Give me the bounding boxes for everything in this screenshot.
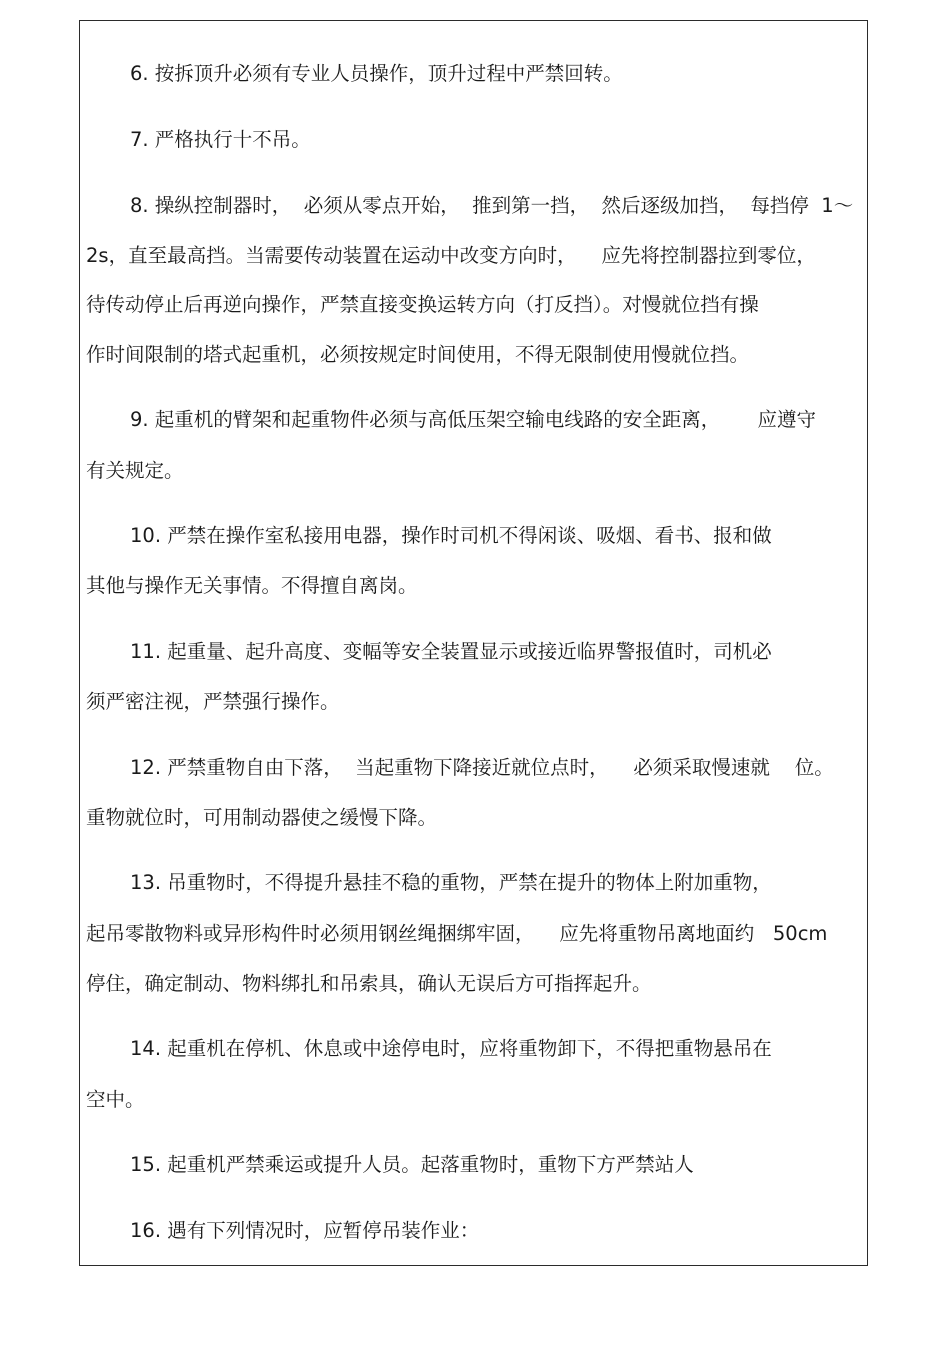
item-12-line-1: 12. 严禁重物自由下落， 当起重物下降接近就位点时， 必须采取慢速就 位。	[130, 756, 834, 779]
item-15-line-1: 15. 起重机严禁乘运或提升人员。起落重物时，重物下方严禁站人	[130, 1153, 694, 1176]
item-6-line-1: 6. 按拆顶升必须有专业人员操作，顶升过程中严禁回转。	[130, 62, 623, 85]
item-12-line-2: 重物就位时，可用制动器使之缓慢下降。	[86, 806, 438, 829]
item-8-line-3: 待传动停止后再逆向操作，严禁直接变换运转方向（打反挡）。对慢就位挡有操	[86, 293, 759, 316]
item-10-line-1: 10. 严禁在操作室私接用电器，操作时司机不得闲谈、吸烟、看书、报和做	[130, 524, 772, 547]
item-7-line-1: 7. 严格执行十不吊。	[130, 128, 311, 151]
item-13-line-3: 停住，确定制动、物料绑扎和吊索具，确认无误后方可指挥起升。	[86, 972, 652, 995]
item-11-line-2: 须严密注视，严禁强行操作。	[86, 690, 340, 713]
item-13-line-2: 起吊零散物料或异形构件时必须用钢丝绳捆绑牢固， 应先将重物吊离地面约 50cm	[86, 922, 828, 945]
item-11-line-1: 11. 起重量、起升高度、变幅等安全装置显示或接近临界警报值时，司机必	[130, 640, 772, 663]
item-8-line-4: 作时间限制的塔式起重机，必须按规定时间使用，不得无限制使用慢就位挡。	[86, 343, 750, 366]
item-13-line-1: 13. 吊重物时，不得提升悬挂不稳的重物，严禁在提升的物体上附加重物，	[130, 871, 772, 894]
item-9-line-1: 9. 起重机的臂架和起重物件必须与高低压架空输电线路的安全距离， 应遵守	[130, 408, 816, 431]
item-8-line-2: 2s，直至最高挡。当需要传动装置在运动中改变方向时， 应先将控制器拉到零位，	[86, 244, 816, 267]
item-8-line-1: 8. 操纵控制器时， 必须从零点开始， 推到第一挡， 然后逐级加挡， 每挡停 1～	[130, 194, 854, 217]
item-10-line-2: 其他与操作无关事情。不得擅自离岗。	[86, 574, 418, 597]
item-14-line-1: 14. 起重机在停机、休息或中途停电时，应将重物卸下，不得把重物悬吊在	[130, 1037, 772, 1060]
item-14-line-2: 空中。	[86, 1088, 145, 1111]
item-9-line-2: 有关规定。	[86, 459, 184, 482]
item-16-line-1: 16. 遇有下列情况时，应暂停吊装作业：	[130, 1219, 480, 1242]
